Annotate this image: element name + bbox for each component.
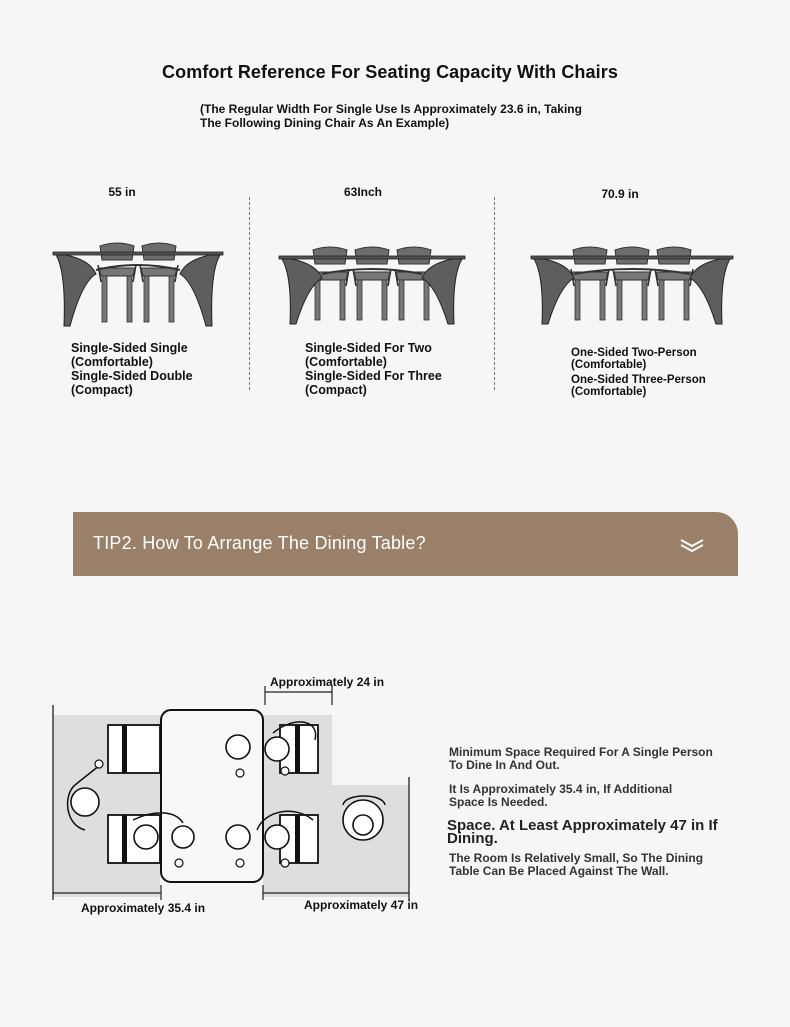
table-illustration-3 xyxy=(530,244,734,326)
caption-line: (Compact) xyxy=(305,383,367,397)
table-leg xyxy=(180,255,220,326)
tip-text-2: It Is Approximately 35.4 in, If Additional Space Is Needed. xyxy=(449,782,673,809)
caption-line: (Comfortable) xyxy=(305,355,387,369)
caption-line: Single-Sided Single xyxy=(71,341,188,355)
table-width-label-3: 70.9 in xyxy=(601,187,639,201)
dimension-bottom-right-label: Approximately 47 in xyxy=(304,898,419,912)
caption-line: (Comfortable) xyxy=(571,359,647,371)
table-width-label-2: 63Inch xyxy=(343,185,382,199)
page-title: Comfort Reference For Seating Capacity With Chairs xyxy=(162,62,618,82)
table-top xyxy=(53,252,223,255)
table-leg xyxy=(690,259,730,324)
caption-line: Single-Sided For Two xyxy=(305,341,432,355)
column-divider-2 xyxy=(494,197,495,390)
tip-banner-title: TIP2. How To Arrange The Dining Table? xyxy=(93,533,426,553)
table-illustration-1 xyxy=(52,240,224,328)
table-top xyxy=(531,256,733,259)
caption-table-1 xyxy=(71,341,193,397)
caption-line: (Compact) xyxy=(71,383,133,397)
caption-line: Single-Sided For Three xyxy=(305,369,442,383)
table-illustration-2 xyxy=(278,244,466,326)
dimension-top-label: Approximately 24 in xyxy=(270,675,385,689)
table-leg xyxy=(56,255,96,326)
dimension-bottom-left-label: Approximately 35.4 in xyxy=(81,901,206,915)
table-leg xyxy=(534,259,574,324)
table-top xyxy=(279,256,465,259)
tip-text-3: Space. At Least Approximately 47 in If Dining. xyxy=(447,817,718,847)
caption-line: One-Sided Three-Person xyxy=(571,374,706,386)
caption-line: (Comfortable) xyxy=(71,355,153,369)
page-subtitle: (The Regular Width For Single Use Is Approximately 23.6 in, Taking The Following Dining Chair As An Example) xyxy=(200,102,582,130)
caption-line: One-Sided Two-Person xyxy=(571,347,697,359)
table-width-label-1: 55 in xyxy=(108,185,136,199)
double-chevron-down-icon[interactable] xyxy=(680,538,704,552)
caption-table-3 xyxy=(571,347,706,398)
tip-text-1: Minimum Space Required For A Single Person To Dine In And Out. xyxy=(449,745,713,772)
tip-banner[interactable] xyxy=(73,512,738,576)
caption-line: Single-Sided Double xyxy=(71,369,193,383)
floor-plan xyxy=(45,685,417,907)
tip-text-4: The Room Is Relatively Small, So The Dining Table Can Be Placed Against The Wall. xyxy=(449,851,704,878)
caption-table-2 xyxy=(305,341,442,397)
caption-line: (Comfortable) xyxy=(571,386,647,398)
column-divider-1 xyxy=(249,197,250,390)
